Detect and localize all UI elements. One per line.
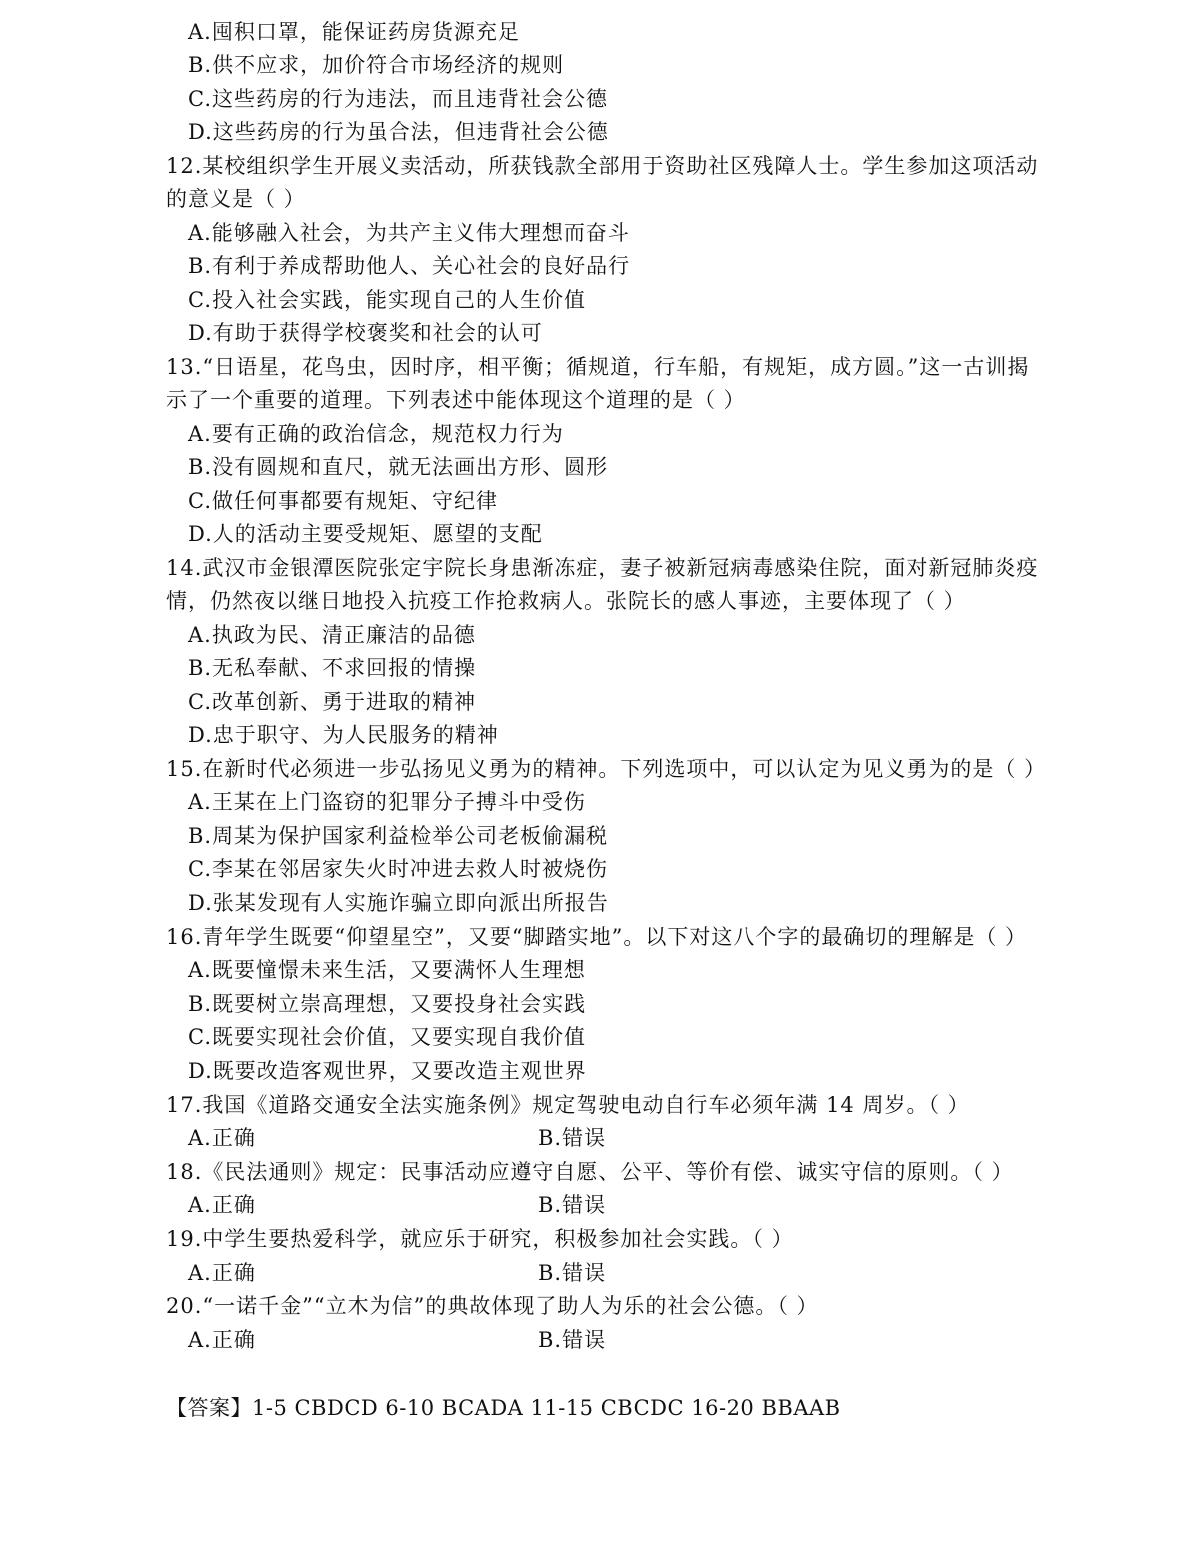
q12-stem-line1: 12.某校组织学生开展义卖活动，所获钱款全部用于资助社区残障人士。学生参加这项活动 (166, 154, 1039, 178)
q18-option-b: B.错误 (538, 1193, 607, 1217)
q14-option-b: B.无私奉献、不求回报的情操 (188, 656, 477, 680)
q15-stem-line1: 15.在新时代必须进一步弘扬见义勇为的精神。下列选项中，可以认定为见义勇为的是（ ） (166, 757, 1047, 781)
q16-option-c: C.既要实现社会价值，又要实现自我价值 (188, 1025, 586, 1049)
q11-option-a: A.囤积口罩，能保证药房货源充足 (188, 20, 520, 44)
q13-option-a: A.要有正确的政治信念，规范权力行为 (188, 422, 564, 446)
q14-stem-line1: 14.武汉市金银潭医院张定宇院长身患渐冻症，妻子被新冠病毒感染住院，面对新冠肺炎疫 (166, 556, 1039, 580)
q12-stem-line2: 的意义是（ ） (166, 187, 306, 211)
q18-option-a: A.正确 (188, 1193, 256, 1217)
q19-option-b: B.错误 (538, 1261, 607, 1285)
q16-option-b: B.既要树立崇高理想，又要投身社会实践 (188, 992, 587, 1016)
q12-option-d: D.有助于获得学校褒奖和社会的认可 (188, 321, 543, 345)
q11-option-d: D.这些药房的行为虽合法，但违背社会公德 (188, 120, 609, 144)
q14-stem-line2: 情，仍然夜以继日地投入抗疫工作抢救病人。张院长的感人事迹，主要体现了（ ） (166, 589, 966, 613)
q19-stem-line1: 19.中学生要热爱科学，就应乐于研究，积极参加社会实践。（ ） (166, 1227, 794, 1251)
q15-option-a: A.王某在上门盗窃的犯罪分子搏斗中受伤 (188, 790, 586, 814)
q11-option-c: C.这些药房的行为违法，而且违背社会公德 (188, 87, 608, 111)
q14-option-a: A.执政为民、清正廉洁的品德 (188, 623, 476, 647)
q11-option-b: B.供不应求，加价符合市场经济的规则 (188, 53, 565, 77)
q12-option-b: B.有利于养成帮助他人、关心社会的良好品行 (188, 254, 631, 278)
q14-option-d: D.忠于职守、为人民服务的精神 (188, 723, 499, 747)
q16-option-d: D.既要改造客观世界，又要改造主观世界 (188, 1059, 587, 1083)
answer-key: 【答案】1-5 CBDCD 6-10 BCADA 11-15 CBCDC 16-20 BBAAB (166, 1396, 841, 1420)
q15-option-c: C.李某在邻居家失火时冲进去救人时被烧伤 (188, 857, 608, 881)
q18-stem-line1: 18.《民法通则》规定：民事活动应遵守自愿、公平、等价有偿、诚实守信的原则。（ ） (166, 1160, 1014, 1184)
q13-option-b: B.没有圆规和直尺，就无法画出方形、圆形 (188, 455, 609, 479)
q15-option-b: B.周某为保护国家利益检举公司老板偷漏税 (188, 824, 609, 848)
q14-option-c: C.改革创新、勇于进取的精神 (188, 690, 476, 714)
q17-stem-line1: 17.我国《道路交通安全法实施条例》规定驾驶电动自行车必须年满 14 周岁。（ ） (166, 1093, 970, 1117)
q20-option-b: B.错误 (538, 1328, 607, 1352)
q20-stem-line1: 20.“一诺千金”“立木为信”的典故体现了助人为乐的社会公德。（ ） (166, 1294, 819, 1318)
q12-option-c: C.投入社会实践，能实现自己的人生价值 (188, 288, 586, 312)
q13-stem-line1: 13.“日语星，花鸟虫，因时序，相平衡；循规道，行车船，有规矩，成方圆。”这一古训揭 (166, 355, 1030, 379)
q20-option-a: A.正确 (188, 1328, 256, 1352)
q13-option-c: C.做任何事都要有规矩、守纪律 (188, 489, 498, 513)
q17-option-b: B.错误 (538, 1126, 607, 1150)
q16-option-a: A.既要憧憬未来生活，又要满怀人生理想 (188, 958, 586, 982)
q17-option-a: A.正确 (188, 1126, 256, 1150)
q15-option-d: D.张某发现有人实施诈骗立即向派出所报告 (188, 891, 609, 915)
q12-option-a: A.能够融入社会，为共产主义伟大理想而奋斗 (188, 221, 630, 245)
q16-stem-line1: 16.青年学生既要“仰望星空”，又要“脚踏实地”。以下对这八个字的最确切的理解是（ ） (166, 925, 1028, 949)
q13-stem-line2: 示了一个重要的道理。下列表述中能体现这个道理的是（ ） (166, 388, 746, 412)
q19-option-a: A.正确 (188, 1261, 256, 1285)
q13-option-d: D.人的活动主要受规矩、愿望的支配 (188, 522, 543, 546)
